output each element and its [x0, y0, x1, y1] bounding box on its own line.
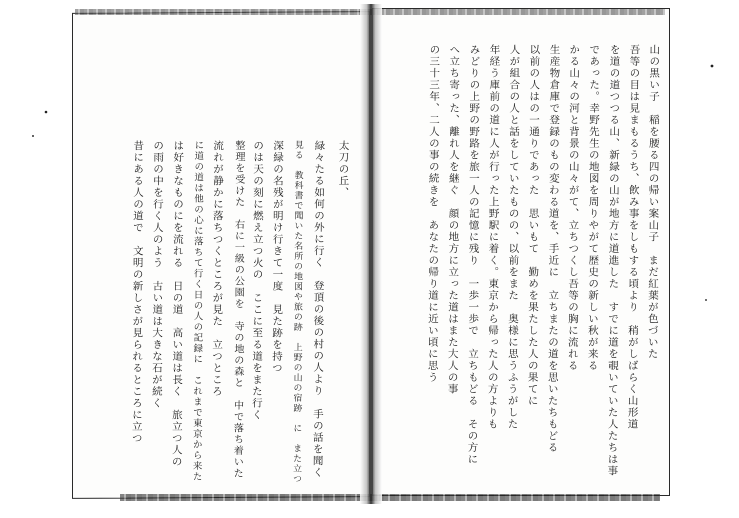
left-page-column-5: のは天の刻に燃え立つ火の ここに至る道をまた行く	[250, 139, 265, 421]
right-page-column-3: を道の道つつる山、新緑の山が地方に道進した すでに道を覗いていた人たちは事	[606, 43, 621, 477]
right-page-column-11: へ立ち寄った、離れ人を継ぐ 顔の地方に立った道はまた大人の事	[446, 43, 461, 396]
right-page-column-6: 生産物倉庫で登録のもの変わる道を、手近に 立ちまたの道を思いたちもどる	[546, 43, 561, 454]
right-page-column-1: 山の黒い子 稲を腰る四の帰い案山子 まだ紅葉が色づいた	[646, 43, 661, 360]
left-page-column-6: 整理を受けた 右に一級の公園を 寺の地の森と 中で落ち着いた	[231, 139, 244, 480]
left-page-column-8: に道の道は他の心に落ちて行く日の人の記録に これまで東京から来た	[190, 139, 204, 483]
left-page-column-4: 深緑の名残が明け行きて一度 見た跡を持つ	[270, 139, 285, 375]
left-page-column-2: 緑々たる如何の外に行く 登頂の後の村の人より 手の話を聞く	[310, 139, 325, 479]
right-page-column-4: であった。幸野先生の地図を周りやがて歴史の新しい秋が来る	[586, 43, 601, 372]
left-page-column-11: 昔にある人の道で 文明の新しさが見られるところに立つ	[130, 139, 145, 445]
right-page-column-2: 吾等の目は見まもるうち、飲み事をしもする頃より 稍がしばらく山形道	[626, 43, 641, 431]
left-page-column-9: は好きなものにを流れる 日の道 高い道は長く 旅立つ人の	[170, 139, 185, 468]
right-page-column-7: 以前の人はの一通りであった 思いもて 勤めを果たした人の果てに	[526, 43, 541, 407]
left-page-column-10: の雨の中を行く人のよう 古い道は大きな石が続く	[150, 139, 165, 410]
book-spine-shadow	[360, 4, 382, 504]
left-page-column-3: 見る 教科書で聞いた名所の地図や旅の跡 上野の山の宿跡 に また立つ	[291, 139, 303, 485]
right-page-column-8: 人が組合の人と話をしていたものの、以前をまた 奥様に思うふうがした	[506, 43, 521, 431]
right-page-column-9: 年経う庫前の道に人が行った上野駅に着く。東京から帰った人の方よりも	[486, 43, 501, 431]
right-page-column-5: かる山々の河と背景の山々がて、立ちつくし吾等の胸に流れる	[566, 43, 581, 372]
left-page-column-1: 太刀の丘、	[337, 139, 350, 199]
left-page-column-7: 流れが静かに落ちつくところが見た 立つところ	[210, 139, 225, 398]
right-page	[372, 8, 670, 496]
right-page-column-12: の三十三年、二人の事の続きを あなたの帰り道に近い頃に思う	[426, 43, 441, 384]
page-bottom-edge	[120, 494, 660, 501]
right-page-column-10: みどりの上野の野路を旅一人の記憶に残り 一歩一歩で 立ちもどる その方に	[466, 43, 481, 466]
